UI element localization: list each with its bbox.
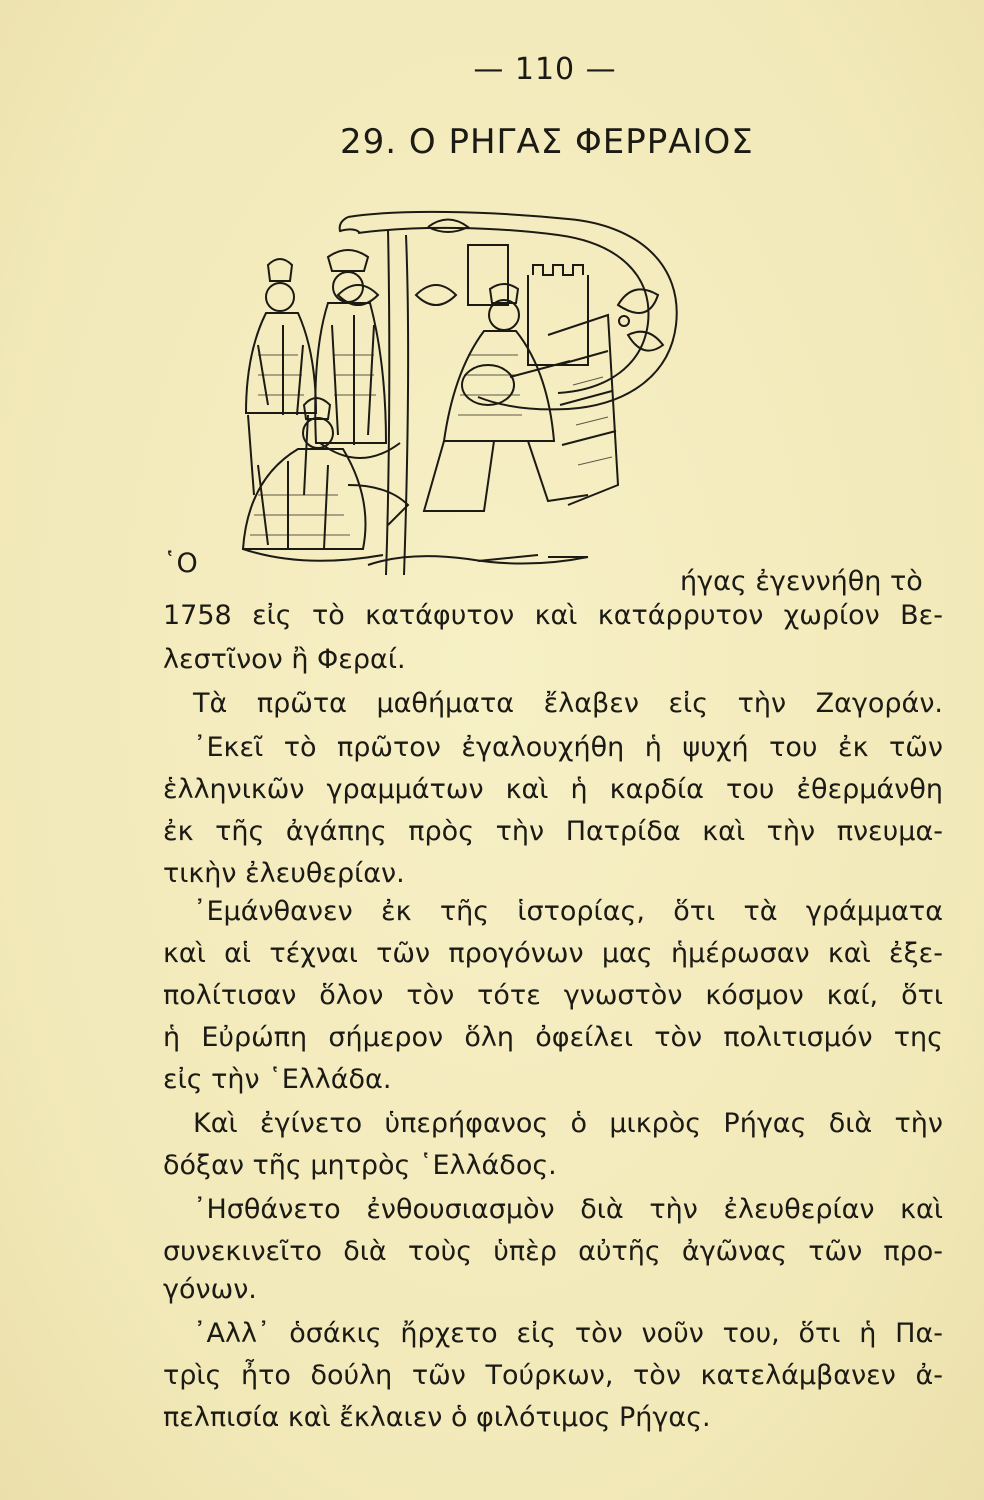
decorated-initial-rho-illustration-icon [228,205,690,585]
text-line: ᾿Ησθάνετο ἐνθουσιασμὸν διὰ τὴν ἐλευθερίαν καὶ [193,1194,943,1225]
text-line: ἐκ τῆς ἀγάπης πρὸς τὴν Πατρίδα καὶ τὴν πνευμα- [163,816,943,847]
text-line: συνεκινεῖτο διὰ τοὺς ὑπὲρ αὐτῆς ἀγῶνας τῶν προ- [163,1236,943,1267]
chapter-title: 29. Ο ΡΗΓΑΣ ΦΕΡΡΑΙΟΣ [340,122,754,162]
first-line-text: ήγας ἐγεννήθη τὸ [680,566,923,597]
text-line: ᾿Αλλ᾿ ὁσάκις ἤρχετο εἰς τὸν νοῦν του, ὅτι ἡ Πα- [193,1318,943,1349]
drop-cap-prefix: ῾Ο [163,548,198,579]
text-line: καὶ αἱ τέχναι τῶν προγόνων μας ἡμέρωσαν καὶ ἐξε- [163,938,943,969]
text-line: τρὶς ἦτο δούλη τῶν Τούρκων, τὸν κατελάμβανεν ἀ- [163,1360,943,1391]
text-line: Καὶ ἐγίνετο ὑπερήφανος ὁ μικρὸς Ρήγας διὰ τὴν [193,1108,943,1139]
text-line: Τὰ πρῶτα μαθήματα ἔλαβεν εἰς τὴν Ζαγοράν. [193,688,943,719]
text-line: 1758 εἰς τὸ κατάφυτον καὶ κατάρρυτον χωρίον Βε- [163,600,943,631]
text-line: πολίτισαν ὅλον τὸν τότε γνωστὸν κόσμον καί, ὅτι [163,980,943,1011]
text-line: τικὴν ἐλευθερίαν. [163,858,405,889]
text-line: πελπισία καὶ ἔκλαιεν ὁ φιλότιμος Ρήγας. [163,1402,711,1433]
text-line: ᾿Εκεῖ τὸ πρῶτον ἐγαλουχήθη ἡ ψυχή του ἐκ τῶν [193,732,943,763]
text-line: γόνων. [163,1274,257,1305]
page-number: — 110 — [473,52,617,87]
text-line: εἰς τὴν ῾Ελλάδα. [163,1064,392,1095]
text-line: ᾿Εμάνθανεν ἐκ τῆς ἱστορίας, ὅτι τὰ γράμματα [193,896,943,927]
text-line: ἑλληνικῶν γραμμάτων καὶ ἡ καρδία του ἐθερμάνθη [163,774,943,805]
text-line: ἡ Εὐρώπη σήμερον ὅλη ὀφείλει τὸν πολιτισμόν της [163,1022,943,1053]
text-line: δόξαν τῆς μητρὸς ῾Ελλάδος. [163,1150,557,1181]
text-line: λεστῖνον ἢ Φεραί. [163,644,406,675]
